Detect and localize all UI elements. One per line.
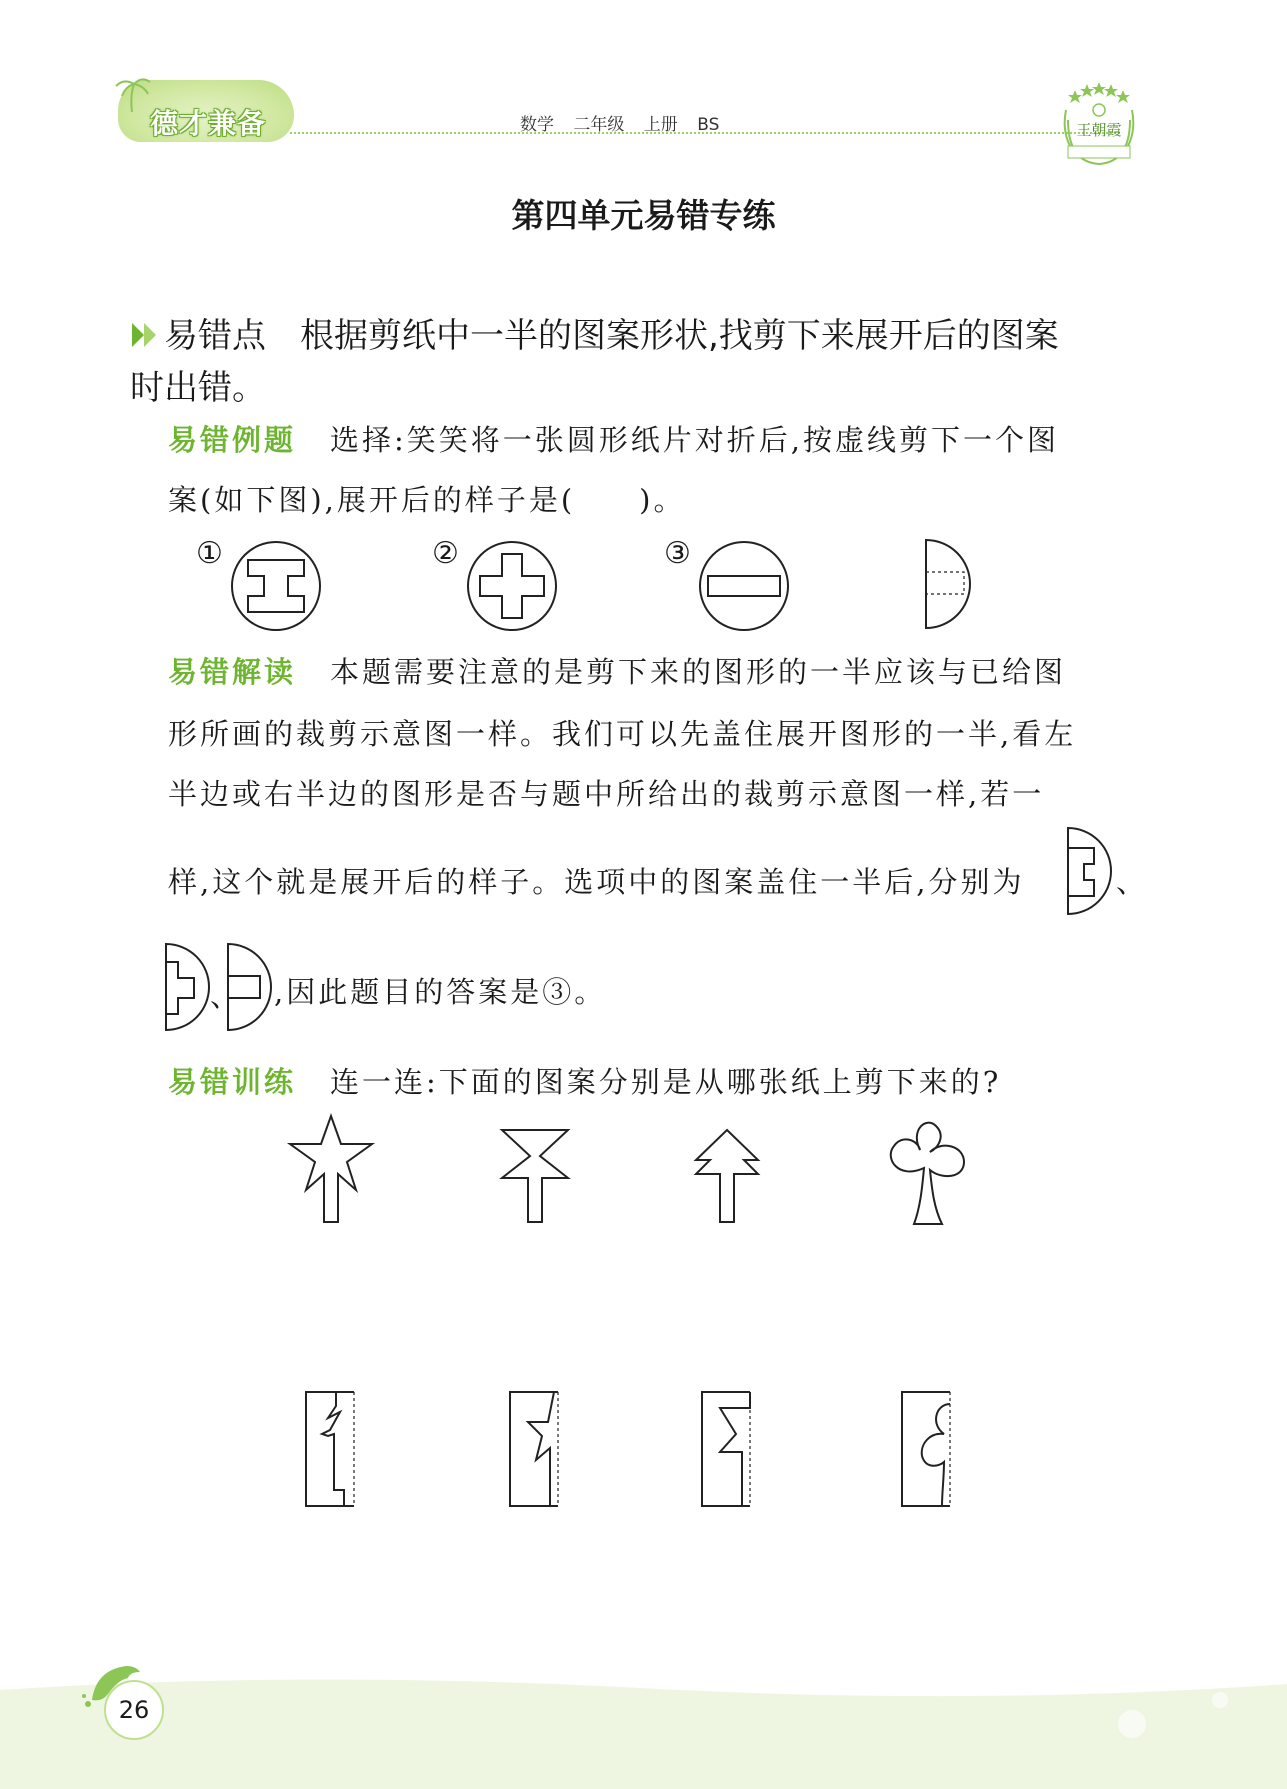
folded-paper-2: [508, 1390, 564, 1508]
double-arrow-icon: [130, 320, 164, 350]
page-title: 第四单元易错专练: [511, 196, 776, 235]
analysis-label: 易错解读: [168, 655, 297, 689]
training-line: [168, 1060, 1001, 1101]
folded-paper-3: [700, 1390, 756, 1508]
example-text-1: 选择:笑笑将一张圆形纸片对折后,按虚线剪下一个图: [330, 423, 1060, 457]
training-text: 连一连:下面的图案分别是从哪张纸上剪下来的?: [330, 1065, 1002, 1099]
half-figure-1: [1066, 826, 1112, 916]
star-arrow-pattern: [286, 1114, 376, 1224]
option-1-label: ①: [196, 536, 223, 571]
section-heading: [130, 310, 1140, 414]
training-label: 易错训练: [168, 1065, 297, 1099]
page-number: 26: [104, 1680, 164, 1740]
analysis-text-1: 本题需要注意的是剪下来的图形的一半应该与已给图: [330, 655, 1067, 689]
section-tag: 易错点: [164, 316, 266, 356]
analysis-line3: 半边或右半边的图形是否与题中所给出的裁剪示意图一样,若一: [168, 777, 1045, 811]
seal-logo-icon: [1062, 80, 1136, 166]
half-figure-2: [164, 942, 210, 1032]
example-label: 易错例题: [168, 423, 297, 457]
bottom-wave-decoration: [0, 1670, 1287, 1789]
analysis-line4: 样,这个就是展开后的样子。选项中的图案盖住一半后,分别为: [168, 865, 1025, 899]
separator-1: 、: [1116, 865, 1146, 899]
option-2-label: ②: [432, 536, 459, 571]
option-2-figure: [464, 538, 560, 634]
palm-tree-icon: [112, 74, 152, 114]
option-3-figure: [696, 538, 792, 634]
tree-arrow-pattern: [692, 1128, 762, 1224]
section-text-line2: 时出错。: [130, 368, 266, 408]
folded-paper-figure: [924, 538, 974, 630]
separator-2: 、: [210, 979, 240, 1013]
header-subject-line: 数学 二年级 上册 BS: [520, 115, 720, 135]
analysis-line1: [168, 650, 1066, 691]
folded-paper-1: [304, 1390, 360, 1508]
example-line2: 案(如下图),展开后的样子是( )。: [168, 483, 686, 517]
option-3-label: ③: [664, 536, 691, 571]
section-text-line1: 根据剪纸中一半的图案形状,找剪下来展开后的图案: [300, 316, 1059, 356]
folded-paper-4: [900, 1390, 956, 1508]
analysis-line2: 形所画的裁剪示意图一样。我们可以先盖住展开图形的一半,看左: [168, 717, 1077, 751]
example-line1: [168, 418, 1059, 459]
hourglass-pattern: [500, 1128, 570, 1224]
half-figure-3: [226, 942, 272, 1032]
option-1-figure: [228, 538, 324, 634]
seal-text: 王朝霞: [1076, 121, 1122, 139]
analysis-line5: ,因此题目的答案是③。: [274, 975, 607, 1009]
brand-text: 德才兼备: [150, 107, 267, 140]
clover-pattern: [884, 1118, 970, 1226]
